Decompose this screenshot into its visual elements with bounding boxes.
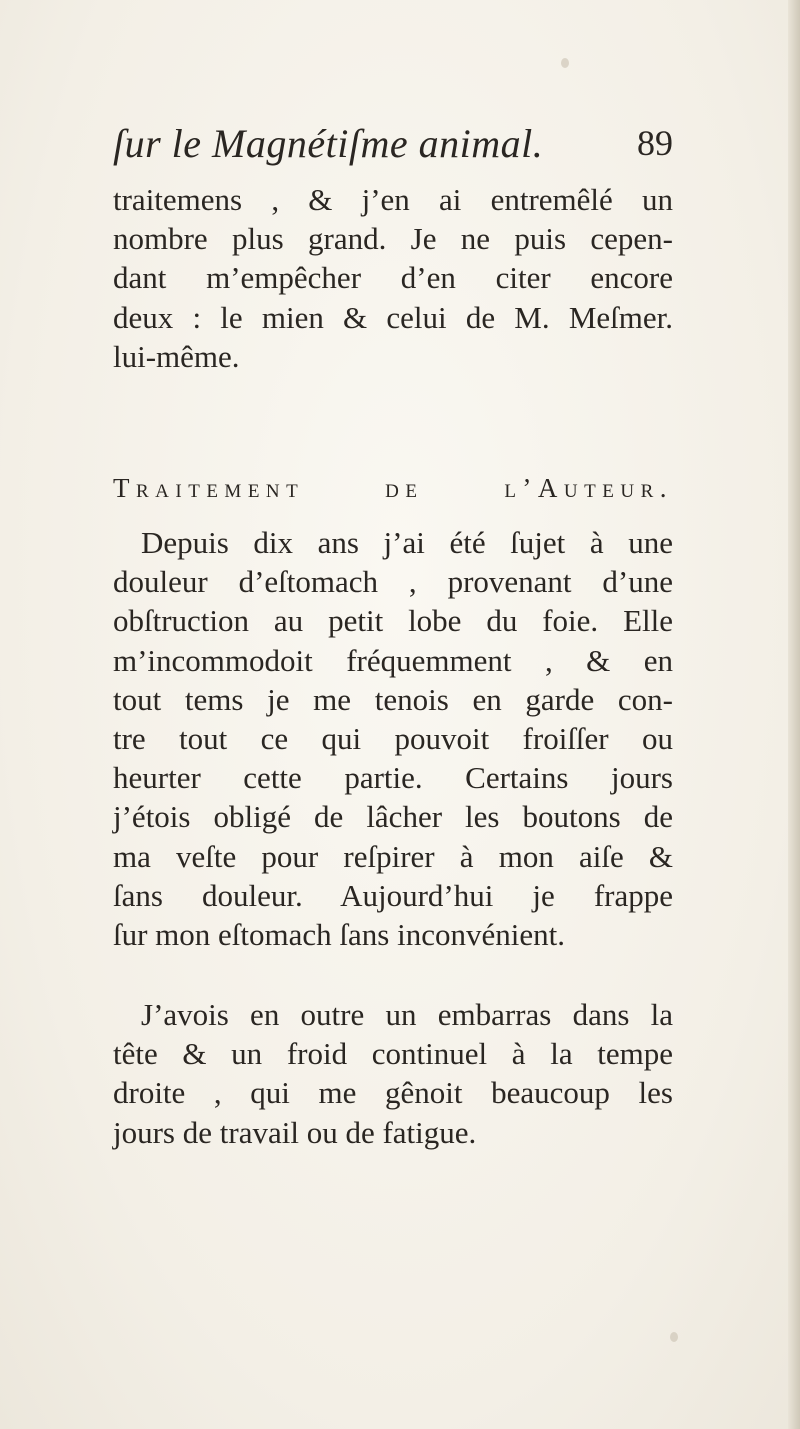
page-edge-shadow [788,0,800,1429]
text-line: dant m’empêcher d’en citer encore [113,260,673,296]
text-line: nombre plus grand. Je ne puis cepen- [113,221,673,257]
page-number: 89 [637,123,673,163]
text-line: heurter cette partie. Certains jours [113,760,673,796]
text-line: Depuis dix ans j’ai été ſujet à une [141,525,673,560]
paper-speck-bottom [670,1332,678,1342]
text-line: tout tems je me tenois en garde con- [113,681,673,717]
paper-speck-top [561,58,569,68]
text-line: m’incommodoit fréquemment , & en [113,642,673,678]
text-line: deux : le mien & celui de M. Meſmer. [113,299,673,335]
text-line: tête & un froid continuel à la tempe [113,1036,673,1072]
text-line: J’avois en outre un embarras dans la [141,997,673,1032]
paragraph-1 [113,180,673,376]
running-title: ſur le Magnétiſme animal. [113,121,544,166]
text-line: jours de travail ou de fatigue. [113,1114,477,1150]
page-header [113,120,673,176]
text-line: ſur mon eſtomach ſans inconvénient. [113,916,565,952]
text-line: tre tout ce qui pouvoit froiſſer ou [113,720,673,756]
text-line: ma veſte pour reſpirer à mon aiſe & [113,838,673,874]
text-line: ſans douleur. Aujourd’hui je frappe [113,877,673,913]
text-line: droite , qui me gênoit beaucoup les [113,1075,673,1111]
section-heading: Traitement de l’Auteur. [113,473,673,503]
paragraph-2 [113,523,673,954]
paragraph-3 [113,995,673,1152]
text-line: traitemens , & j’en ai entremêlé un [113,182,673,217]
text-line: lui-même. [113,338,240,374]
text-line: j’étois obligé de lâcher les boutons de [113,799,673,835]
text-line: obſtruction au petit lobe du foie. Elle [113,603,673,639]
text-line: douleur d’eſtomach , provenant d’une [113,564,673,600]
